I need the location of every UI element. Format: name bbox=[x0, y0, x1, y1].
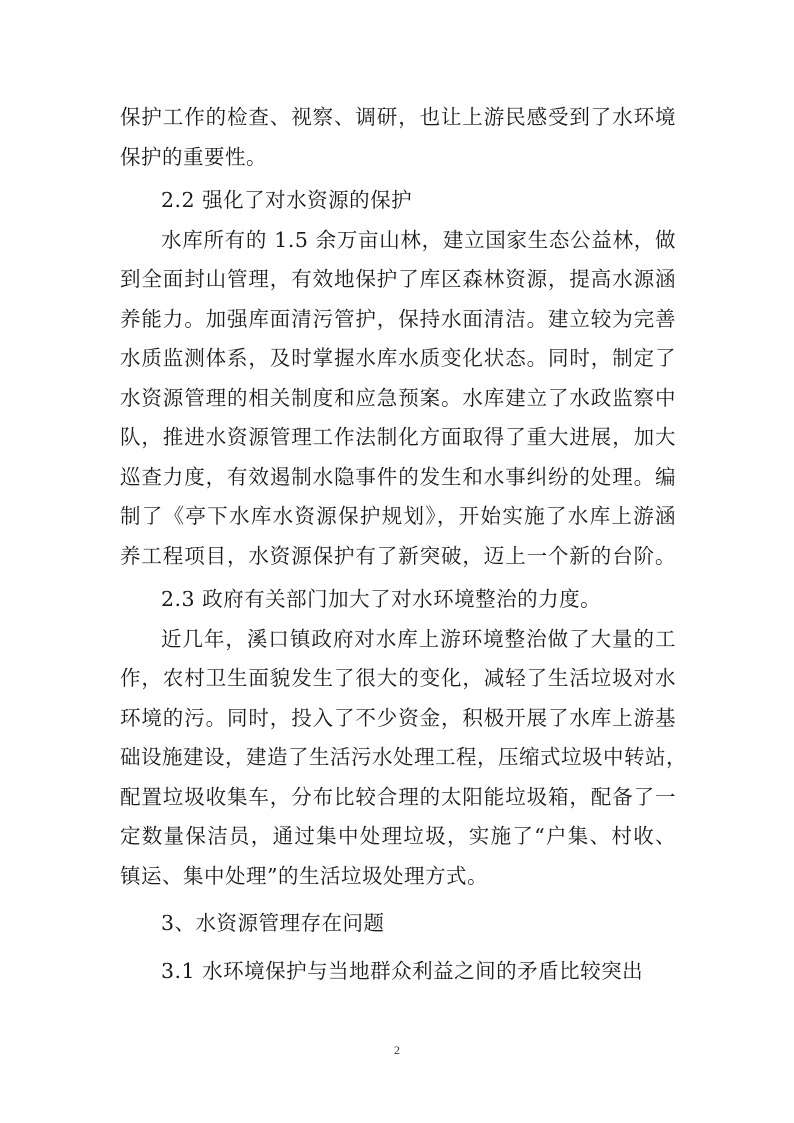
text-line: 养能力。加强库面清污管护，保持水面清洁。建立较为完善 bbox=[120, 306, 676, 331]
page-number: 2 bbox=[394, 1043, 400, 1057]
text-line: 水资源管理的相关制度和应急预案。水库建立了水政监察中 bbox=[120, 385, 676, 410]
paragraph-environment-improvement bbox=[120, 620, 687, 897]
text-line: 配置垃圾收集车，分布比较合理的太阳能垃圾箱，配备了一 bbox=[120, 784, 676, 809]
text-line: 队，推进水资源管理工作法制化方面取得了重大进展，加大 bbox=[120, 425, 676, 449]
text-line: 到全面封山管理，有效地保护了库区森林资源，提高水源涵 bbox=[120, 267, 676, 291]
text-line: 环境的污。同时，投入了不少资金，积极开展了水库上游基 bbox=[120, 705, 676, 730]
text-line: 巡查力度，有效遏制水隐事件的发生和水事纠纷的处理。编 bbox=[120, 464, 676, 489]
text-line: 制了《亭下水库水资源保护规划》，开始实施了水库上游涵 bbox=[120, 504, 676, 528]
text-line: 镇运、集中处理”的生活垃圾处理方式。 bbox=[120, 863, 488, 888]
text-line: 保护的重要性。 bbox=[120, 144, 267, 169]
paragraph-continuation bbox=[120, 98, 676, 177]
paragraph-water-protection bbox=[120, 221, 676, 577]
text-line: 定数量保洁员，通过集中处理垃圾，实施了“户集、村收、 bbox=[120, 824, 676, 848]
text-line: 础设施建设，建造了生活污水处理工程，压缩式垃圾中转站， bbox=[120, 745, 687, 769]
text-line: 养工程项目，水资源保护有了新突破，迈上一个新的台阶。 bbox=[120, 543, 676, 568]
text-line: 水质监测体系，及时掌握水库水质变化状态。同时，制定了 bbox=[120, 346, 676, 370]
section-heading-3: 3、水资源管理存在问题 bbox=[161, 911, 385, 935]
document-body bbox=[120, 98, 687, 991]
section-heading-3-1: 3.1 水环境保护与当地群众利益之间的矛盾比较突出 bbox=[161, 958, 644, 983]
section-heading-2-2: 2.2 强化了对水资源的保护 bbox=[161, 188, 413, 212]
section-heading-2-3: 2.3 政府有关部门加大了对水环境整治的力度。 bbox=[161, 587, 602, 611]
text-line: 作，农村卫生面貌发生了很大的变化，减轻了生活垃圾对水 bbox=[120, 666, 676, 690]
text-line: 近几年，溪口镇政府对水库上游环境整治做了大量的工 bbox=[161, 626, 676, 651]
text-line: 水库所有的 1.5 余万亩山林，建立国家生态公益林，做 bbox=[161, 227, 676, 252]
text-line: 保护工作的检查、视察、调研，也让上游民感受到了水环境 bbox=[120, 105, 676, 129]
